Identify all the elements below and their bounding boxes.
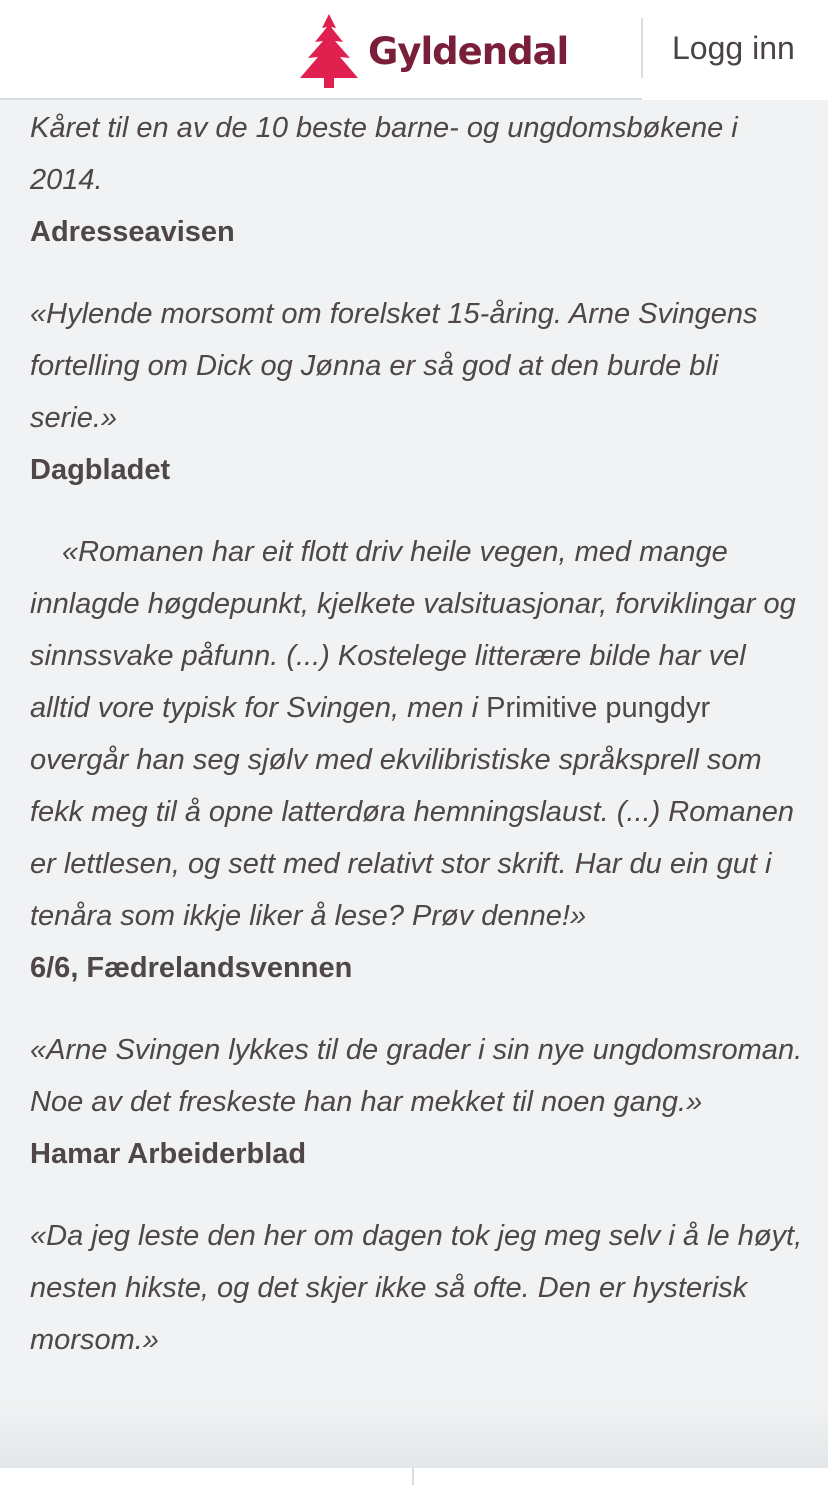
review-quote-part: overgår han seg sjølv med ekvilibristiske språksprell som fekk meg til å opne latterdøra hemningslaust. (...) Romanen er lettlesen, og sett med relativt stor skrift. Har du ein gut i tenåra som ikkje liker å lese? Prøv denne!»: [30, 744, 795, 932]
header-divider: [641, 18, 643, 78]
review-quote: Kåret til en av de 10 beste barne- og ungdomsbøkene i 2014.: [30, 112, 738, 196]
review-quote: «Arne Svingen lykkes til de grader i sin nye ungdomsroman. Noe av det freskeste han har mekket til noen gang.»: [30, 1034, 803, 1118]
review-quote-part: «Romanen har eit flott driv heile vegen, med mange innlagde høgdepunkt, kjelkete valsituasjonar, forviklingar og sinnssvake påfunn. (...) Kostelege litterære bilde har vel alltid vore typisk for Svingen, men i: [30, 536, 796, 724]
review-source: Adresseavisen: [30, 216, 235, 248]
login-button[interactable]: Logg inn: [672, 30, 795, 66]
toolbar-divider: [412, 1468, 414, 1485]
review-quote: [30, 526, 808, 942]
bottom-toolbar: [0, 1468, 828, 1485]
review-quote: «Da jeg leste den her om dagen tok jeg meg selv i å le høyt, nesten hikste, og det skjer ikke så ofte. Den er hysterisk morsom.»: [30, 1220, 803, 1356]
gyldendal-logo[interactable]: [298, 12, 568, 90]
review-quote: «Hylende morsomt om forelsket 15-åring. Arne Svingens fortelling om Dick og Jønna er så god at den burde bli serie.»: [30, 298, 758, 434]
reviews-section: [0, 100, 828, 1468]
site-header: [0, 0, 828, 100]
review-source: Hamar Arbeiderblad: [30, 1138, 307, 1170]
review-source: 6/6, Fædrelandsvennen: [30, 952, 353, 984]
review-source: Dagbladet: [30, 454, 171, 486]
logo-wordmark: Gyldendal: [368, 29, 569, 73]
tree-logo-icon: [298, 12, 360, 90]
book-title: Primitive pungdyr: [486, 692, 711, 724]
